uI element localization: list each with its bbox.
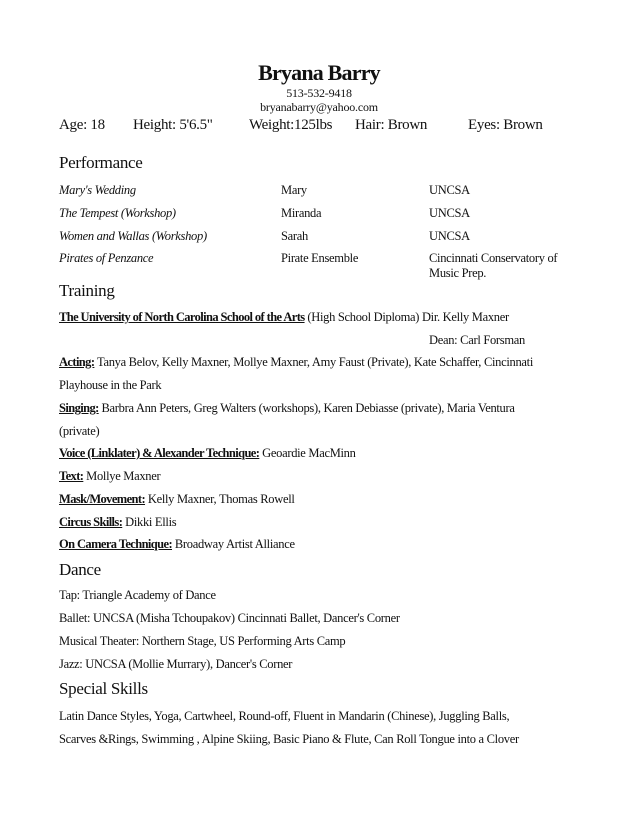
stat-hair: Hair: Brown [355,117,428,133]
circus-label: Circus Skills: [59,515,123,529]
skills-line: Latin Dance Styles, Yoga, Cartwheel, Round-off, Fluent in Mandarin (Chinese), Juggling Balls, [59,709,510,723]
show-role: Sarah [281,229,308,243]
circus-text: Dikki Ellis [122,515,177,529]
physical-stats [59,117,579,137]
stat-height: Height: 5'6.5" [133,117,213,133]
acting-text: Tanya Belov, Kelly Maxner, Mollye Maxner, Amy Faust (Private), Kate Schaffer, Cincinnati [94,355,534,369]
acting-text-continued: Playhouse in the Park [59,378,162,392]
stat-weight: Weight:125lbs [249,117,333,133]
phone-number: 513-532-9418 [286,86,352,100]
show-title: The Tempest (Workshop) [59,206,176,220]
training-singing [59,401,579,416]
dance-line: Jazz: UNCSA (Mollie Murrary), Dancer's Corner [59,657,293,671]
training-acting-cont [59,378,579,393]
resume-name: Bryana Barry [258,60,380,85]
camera-text: Broadway Artist Alliance [172,537,295,551]
training-mask [59,492,579,507]
dance-line: Tap: Triangle Academy of Dance [59,588,216,602]
show-role: Miranda [281,206,322,220]
show-title: Pirates of Penzance [59,251,154,265]
email-address: bryanabarry@yahoo.com [260,100,378,114]
camera-label: On Camera Technique: [59,537,173,551]
show-title: Women and Wallas (Workshop) [59,229,207,243]
school-text: (High School Diploma) Dir. Kelly Maxner [304,310,509,324]
mask-text: Kelly Maxner, Thomas Rowell [145,492,295,506]
voice-label: Voice (Linklater) & Alexander Technique: [59,446,260,460]
singing-text-continued: (private) [59,424,100,438]
stat-age: Age: 18 [59,117,105,133]
voice-text: Geoardie MacMinn [259,446,356,460]
text-label: Text: [59,469,84,483]
dance-line: Ballet: UNCSA (Misha Tchoupakov) Cincinnati Ballet, Dancer's Corner [59,611,400,625]
training-singing-cont [59,424,579,439]
section-title-special-skills: Special Skills [59,679,148,698]
training-voice [59,446,579,461]
section-title-training: Training [59,281,115,300]
singing-text: Barbra Ann Peters, Greg Walters (workshops), Karen Debiasse (private), Maria Ventura [98,401,515,415]
school-label: The University of North Carolina School of the Arts [59,310,305,324]
section-title-dance: Dance [59,560,101,579]
show-venue: UNCSA [429,206,470,220]
text-text: Mollye Maxner [83,469,161,483]
show-role: Mary [281,183,307,197]
acting-label: Acting: [59,355,95,369]
show-role: Pirate Ensemble [281,251,359,265]
singing-label: Singing: [59,401,99,415]
skills-line: Scarves &Rings, Swimming , Alpine Skiing, Basic Piano & Flute, Can Roll Tongue into a Clover [59,732,519,746]
training-text [59,469,579,484]
dean-text: Dean: Carl Forsman [429,333,525,347]
show-title: Mary's Wedding [59,183,136,197]
mask-label: Mask/Movement: [59,492,146,506]
section-title-performance: Performance [59,153,143,172]
stat-eyes: Eyes: Brown [468,117,543,133]
show-venue: UNCSA [429,229,470,243]
show-venue: UNCSA [429,183,470,197]
training-camera [59,537,579,552]
dance-line: Musical Theater: Northern Stage, US Performing Arts Camp [59,634,346,648]
training-acting [59,355,579,370]
training-circus [59,515,579,530]
training-school [59,310,579,325]
show-venue: Cincinnati Conservatory of Music Prep. [429,251,558,280]
